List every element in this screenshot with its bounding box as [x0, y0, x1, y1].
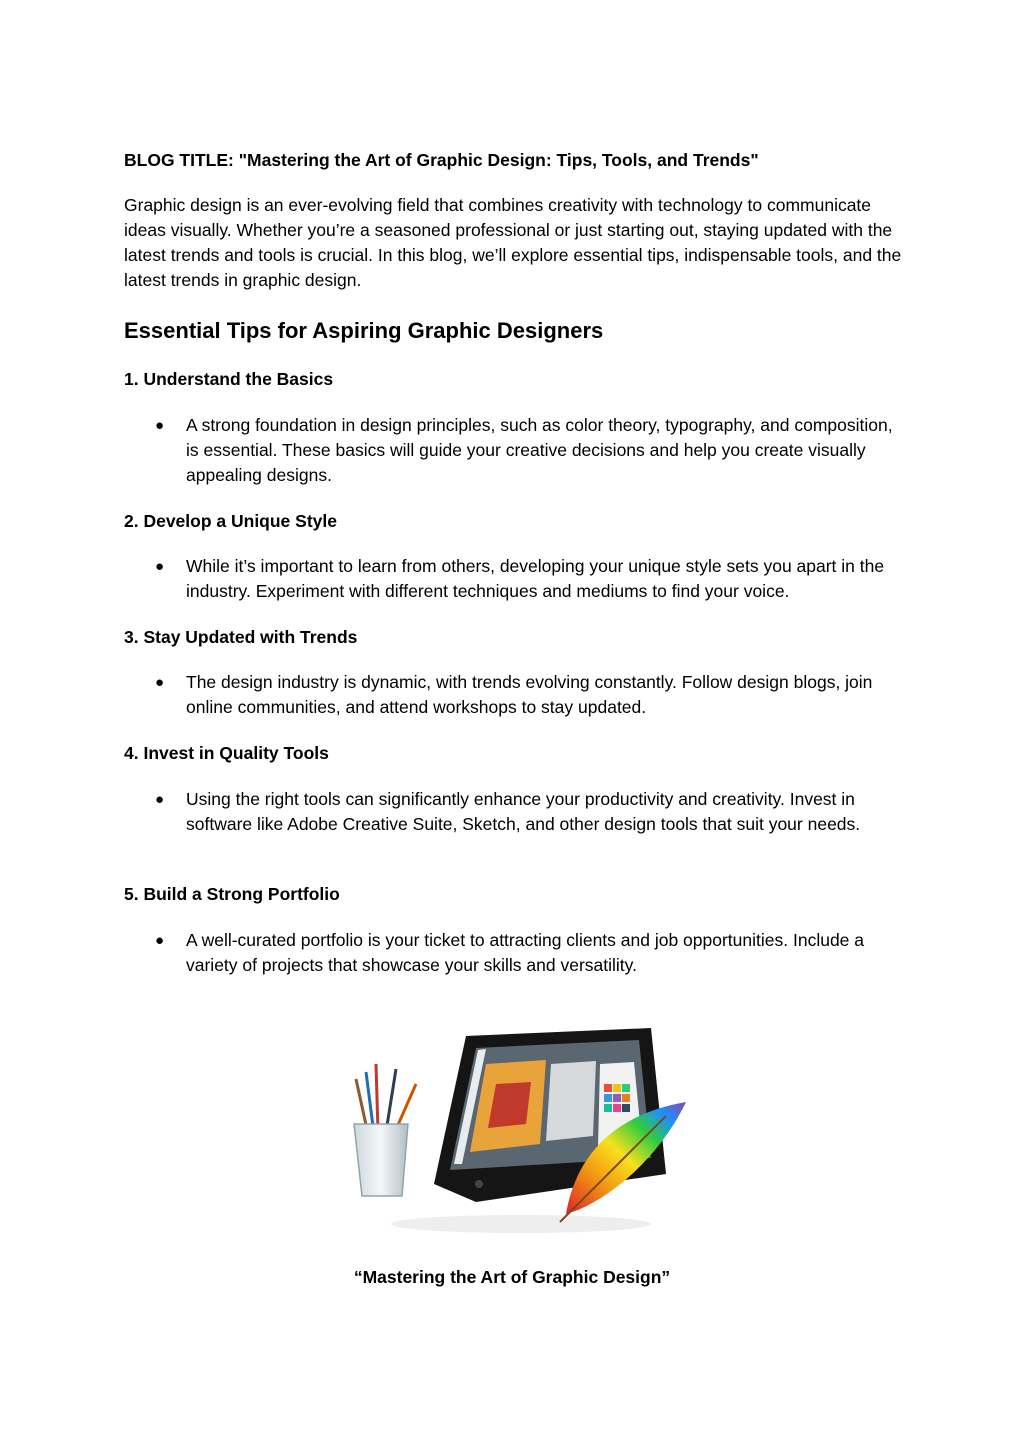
tip-text-3: The design industry is dynamic, with trends evolving constantly. Follow design blogs, join online communities, and attend workshops to stay updated. — [186, 672, 873, 717]
section-heading: Essential Tips for Aspiring Graphic Designers — [124, 318, 604, 343]
tip-text-2: While it’s important to learn from others, developing your unique style sets you apart in the industry. Experiment with different techniques and mediums to find your voice. — [186, 556, 885, 601]
tip-heading-2: 2. Develop a Unique Style — [124, 511, 337, 531]
tip-bullet-3 — [155, 670, 900, 720]
tip-bullet-2 — [155, 554, 900, 604]
bullet-icon: ● — [155, 558, 165, 575]
tip-heading-1: 1. Understand the Basics — [124, 369, 334, 389]
tip-text-1: A strong foundation in design principles, such as color theory, typography, and composition, is essential. These basics will guide your creative decisions and help you create visually appealing designs. — [186, 415, 893, 485]
tip-bullet-5 — [155, 928, 900, 978]
blog-title: BLOG TITLE: "Mastering the Art of Graphic Design: Tips, Tools, and Trends" — [124, 150, 759, 170]
intro-paragraph: Graphic design is an ever-evolving field that combines creativity with technology to communicate ideas visually. Whether you’re a seasoned professional or just starting out, staying updated with the latest trends and tools is crucial. In this blog, we’ll explore essential tips, indispensable tools, and the latest trends in graphic design. — [124, 195, 902, 290]
tip-text-5: A well-curated portfolio is your ticket to attracting clients and job opportunities. Include a variety of projects that showcase your skills and versatility. — [186, 930, 865, 975]
tip-heading-5: 5. Build a Strong Portfolio — [124, 884, 340, 904]
bullet-icon: ● — [155, 674, 165, 691]
bullet-icon: ● — [155, 932, 165, 949]
image-caption: “Mastering the Art of Graphic Design” — [353, 1267, 671, 1287]
swatch-icon — [604, 1084, 630, 1112]
tip-heading-4: 4. Invest in Quality Tools — [124, 743, 329, 763]
bullet-icon: ● — [155, 791, 165, 808]
tip-heading-3: 3. Stay Updated with Trends — [124, 627, 358, 647]
bullet-icon: ● — [155, 417, 165, 434]
brush-cup-icon — [354, 1064, 416, 1196]
tip-text-4: Using the right tools can significantly enhance your productivity and creativity. Invest in software like Adobe Creative Suite, Sketch, and other design tools that suit your needs. — [186, 789, 861, 834]
tip-bullet-1 — [155, 413, 900, 488]
graphic-design-illustration — [346, 1024, 690, 1234]
tip-bullet-4 — [155, 787, 900, 837]
